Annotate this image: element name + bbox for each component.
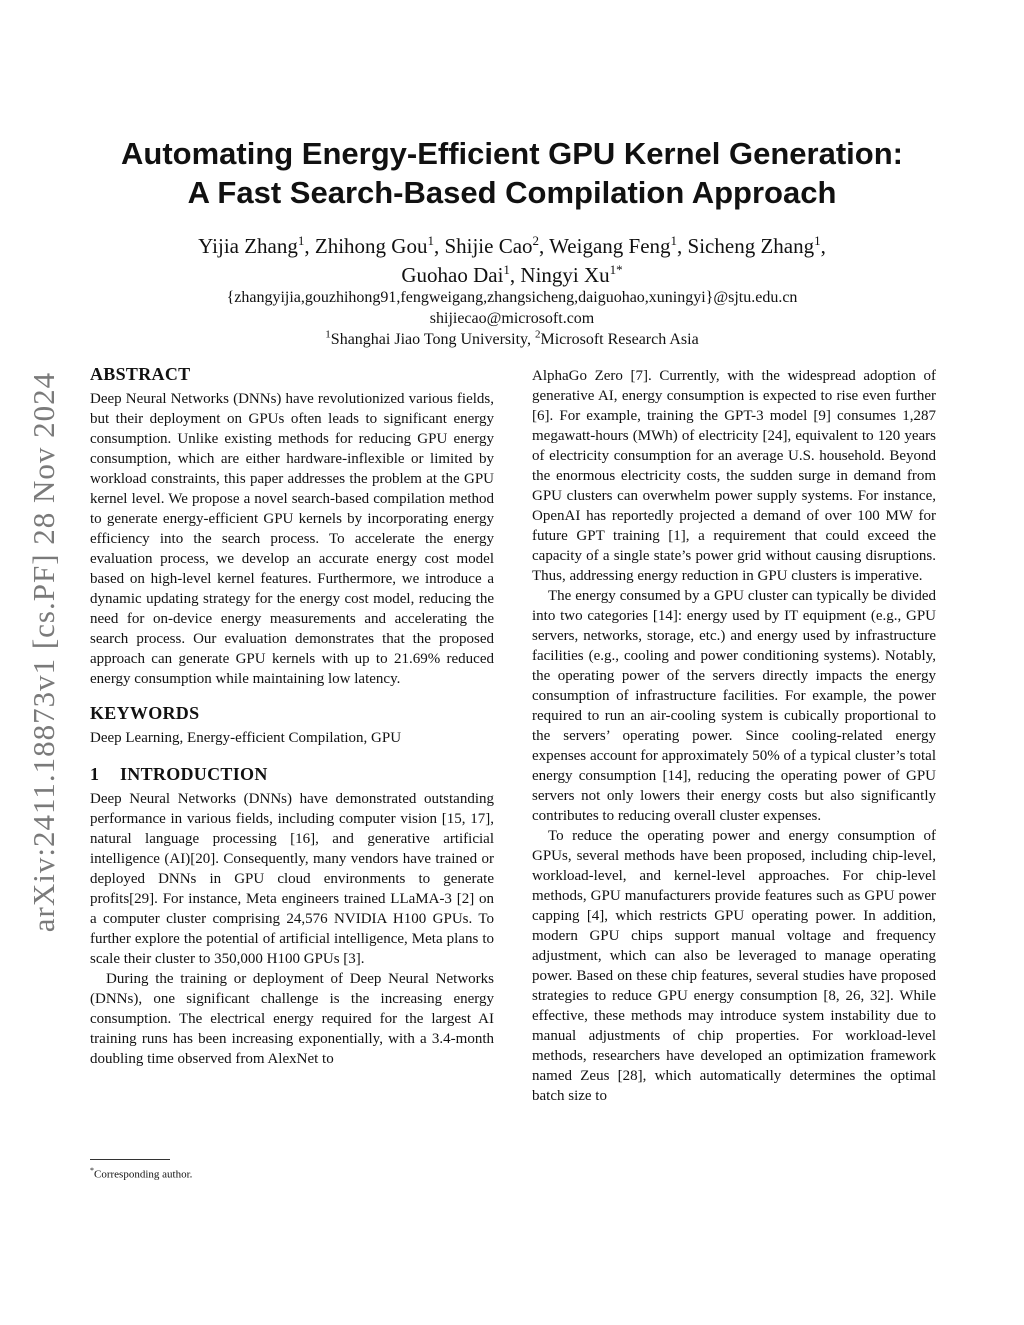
affiliation-number: 2 xyxy=(535,328,541,341)
author-list xyxy=(60,232,964,290)
author-separator: , xyxy=(304,234,315,258)
author-separator: , xyxy=(539,234,550,258)
section-title: INTRODUCTION xyxy=(120,764,268,784)
author-separator: , xyxy=(509,263,521,287)
author-affiliation-mark: 1 xyxy=(297,233,305,248)
author-line-1 xyxy=(60,232,964,261)
affiliation-name: Shanghai Jiao Tong University, xyxy=(330,331,535,348)
author-name: Ningyi Xu xyxy=(520,263,610,287)
author-name: Shijie Cao xyxy=(444,234,533,258)
author-affiliation-mark: 1 xyxy=(503,262,510,277)
author-separator: , xyxy=(677,234,688,258)
arxiv-identifier-stamp: arXiv:2411.18873v1 [cs.PF] 28 Nov 2024 xyxy=(26,371,61,933)
author-affiliation-mark: 2 xyxy=(532,233,540,248)
body-paragraph: The energy consumed by a GPU cluster can typically be divided into two categories [14]: energy used by IT equipment (e.g., GPU servers, networks, storage, etc.) and energy used by infrastructure facilities (e.g., cooling and power conditioning systems). Notably, the operating power of the servers directly impacts the energy consumption of infrastructure facilities. For example, the power required to run an air-cooling system is cubically proportional to the servers’ operating power. Since cooling-related energy expenses account for approximately 50% of a typical cluster’s total energy consumption [14], reducing the operating power of GPU servers not only lowers their energy costs but also significantly contributes to reducing overall cluster expenses. xyxy=(532,588,936,824)
author-line-2 xyxy=(60,261,964,290)
author-name: Yijia Zhang xyxy=(198,234,298,258)
author-name: Weigang Feng xyxy=(549,234,671,258)
affiliation-number: 1 xyxy=(325,328,331,341)
author-name: Zhihong Gou xyxy=(314,234,428,258)
author-affiliation-mark: 1* xyxy=(609,262,623,277)
keywords-text: Deep Learning, Energy-efficient Compilation, GPU xyxy=(90,730,402,746)
introduction-heading xyxy=(90,762,494,786)
abstract-text: Deep Neural Networks (DNNs) have revolutionized various fields, but their deployment on GPUs often leads to significant energy consumption. Unlike existing methods for reducing GPU energy consumption, which are either hardware-inflexible or limited by workload constraints, this paper addresses the problem at the GPU kernel level. We propose a novel search-based compilation method to generate energy-efficient GPU kernels by incorporating energy efficiency into the search process. To accelerate the energy evaluation process, we develop an accurate energy cost model based on high-level kernel features. Furthermore, we introduce a dynamic updating strategy for the energy cost model, reducing the need for on-device energy measurements and accelerating the search process. Our evaluation demonstrates that the proposed approach can generate GPU kernels with up to 21.69% reduced energy consumption while maintaining low latency. xyxy=(90,391,494,687)
paper-title-line-2: A Fast Search-Based Compilation Approach xyxy=(187,175,837,210)
footnote-mark: * xyxy=(90,1166,94,1175)
author-contact-block xyxy=(60,287,964,350)
left-column xyxy=(90,362,494,1069)
author-name: Guohao Dai xyxy=(401,263,504,287)
author-affiliation-mark: 1 xyxy=(814,233,821,248)
footnote-divider xyxy=(90,1159,170,1160)
sjtu-email-list: {zhangyijia,gouzhihong91,fengweigang,zhangsicheng,daiguohao,xuningyi}@sjtu.edu.cn xyxy=(226,289,798,306)
keywords-heading: KEYWORDS xyxy=(90,703,200,723)
affiliation-name: Microsoft Research Asia xyxy=(540,331,699,348)
paper-title-line-1: Automating Energy-Efficient GPU Kernel Generation: xyxy=(121,136,903,171)
author-affiliation-mark: 1 xyxy=(670,233,678,248)
footnote-text: Corresponding author. xyxy=(94,1168,193,1181)
author-affiliation-mark: 1 xyxy=(427,233,434,248)
section-number: 1 xyxy=(90,764,100,784)
introduction-paragraph: Deep Neural Networks (DNNs) have demonstrated outstanding performance in various fields, including computer vision [15, 17], natural language processing [16], and generative artificial intelligence (AI)[20]. Consequently, many vendors have trained or deployed DNNs in GPU cloud environments to generate profits[29]. For instance, Meta engineers trained LLaMA-3 [2] on a computer cluster comprising 24,576 NVIDIA H100 GPUs. To further explore the potential of artificial intelligence, Meta plans to scale their cluster to 350,000 H100 GPUs [3]. xyxy=(90,791,494,967)
affiliations-line xyxy=(60,329,964,350)
author-separator: , xyxy=(820,234,826,258)
paper-title xyxy=(60,134,964,212)
author-separator: , xyxy=(433,234,445,258)
footnote xyxy=(90,1164,192,1182)
introduction-paragraph: During the training or deployment of Deep Neural Networks (DNNs), one significant challenge is the increasing energy consumption. The electrical energy required for the largest AI training runs has been increasing exponentially, with a 3.4-month doubling time observed from AlexNet to xyxy=(90,971,494,1067)
microsoft-email: shijiecao@microsoft.com xyxy=(429,310,595,327)
author-name: Sicheng Zhang xyxy=(687,234,815,258)
body-paragraph: AlphaGo Zero [7]. Currently, with the widespread adoption of generative AI, energy consumption is expected to rise even further [6]. For example, training the GPT-3 model [9] consumes 1,287 megawatt-hours (MWh) of electricity [24], equivalent to 120 years of electricity consumption for an average U.S. household. Beyond the enormous electricity costs, the sudden surge in demand from GPU clusters can overwhelm power supply systems. For instance, OpenAI has reportedly projected a demand of over 100 MW for future GPT training [1], a requirement that could exceed the capacity of a single state’s power grid without causing disruptions. Thus, addressing energy reduction in GPU clusters is imperative. xyxy=(532,368,936,584)
body-paragraph: To reduce the operating power and energy consumption of GPUs, several methods have been proposed, including chip-level, workload-level, and kernel-level approaches. For chip-level methods, GPU manufacturers provide features such as GPU power capping [4], which restricts GPU operating power. In addition, modern GPU chips support manual voltage and frequency adjustment, which can also be leveraged to manage operating power. Based on these chip features, several studies have proposed strategies to reduce GPU energy consumption [8, 26, 32]. While effective, these methods may introduce system instability due to manual adjustments of chip properties. For workload-level methods, researchers have developed an optimization framework named Zeus [28], which automatically determines the optimal batch size to xyxy=(532,828,936,1104)
abstract-heading: ABSTRACT xyxy=(90,364,191,384)
right-column xyxy=(532,366,936,1106)
